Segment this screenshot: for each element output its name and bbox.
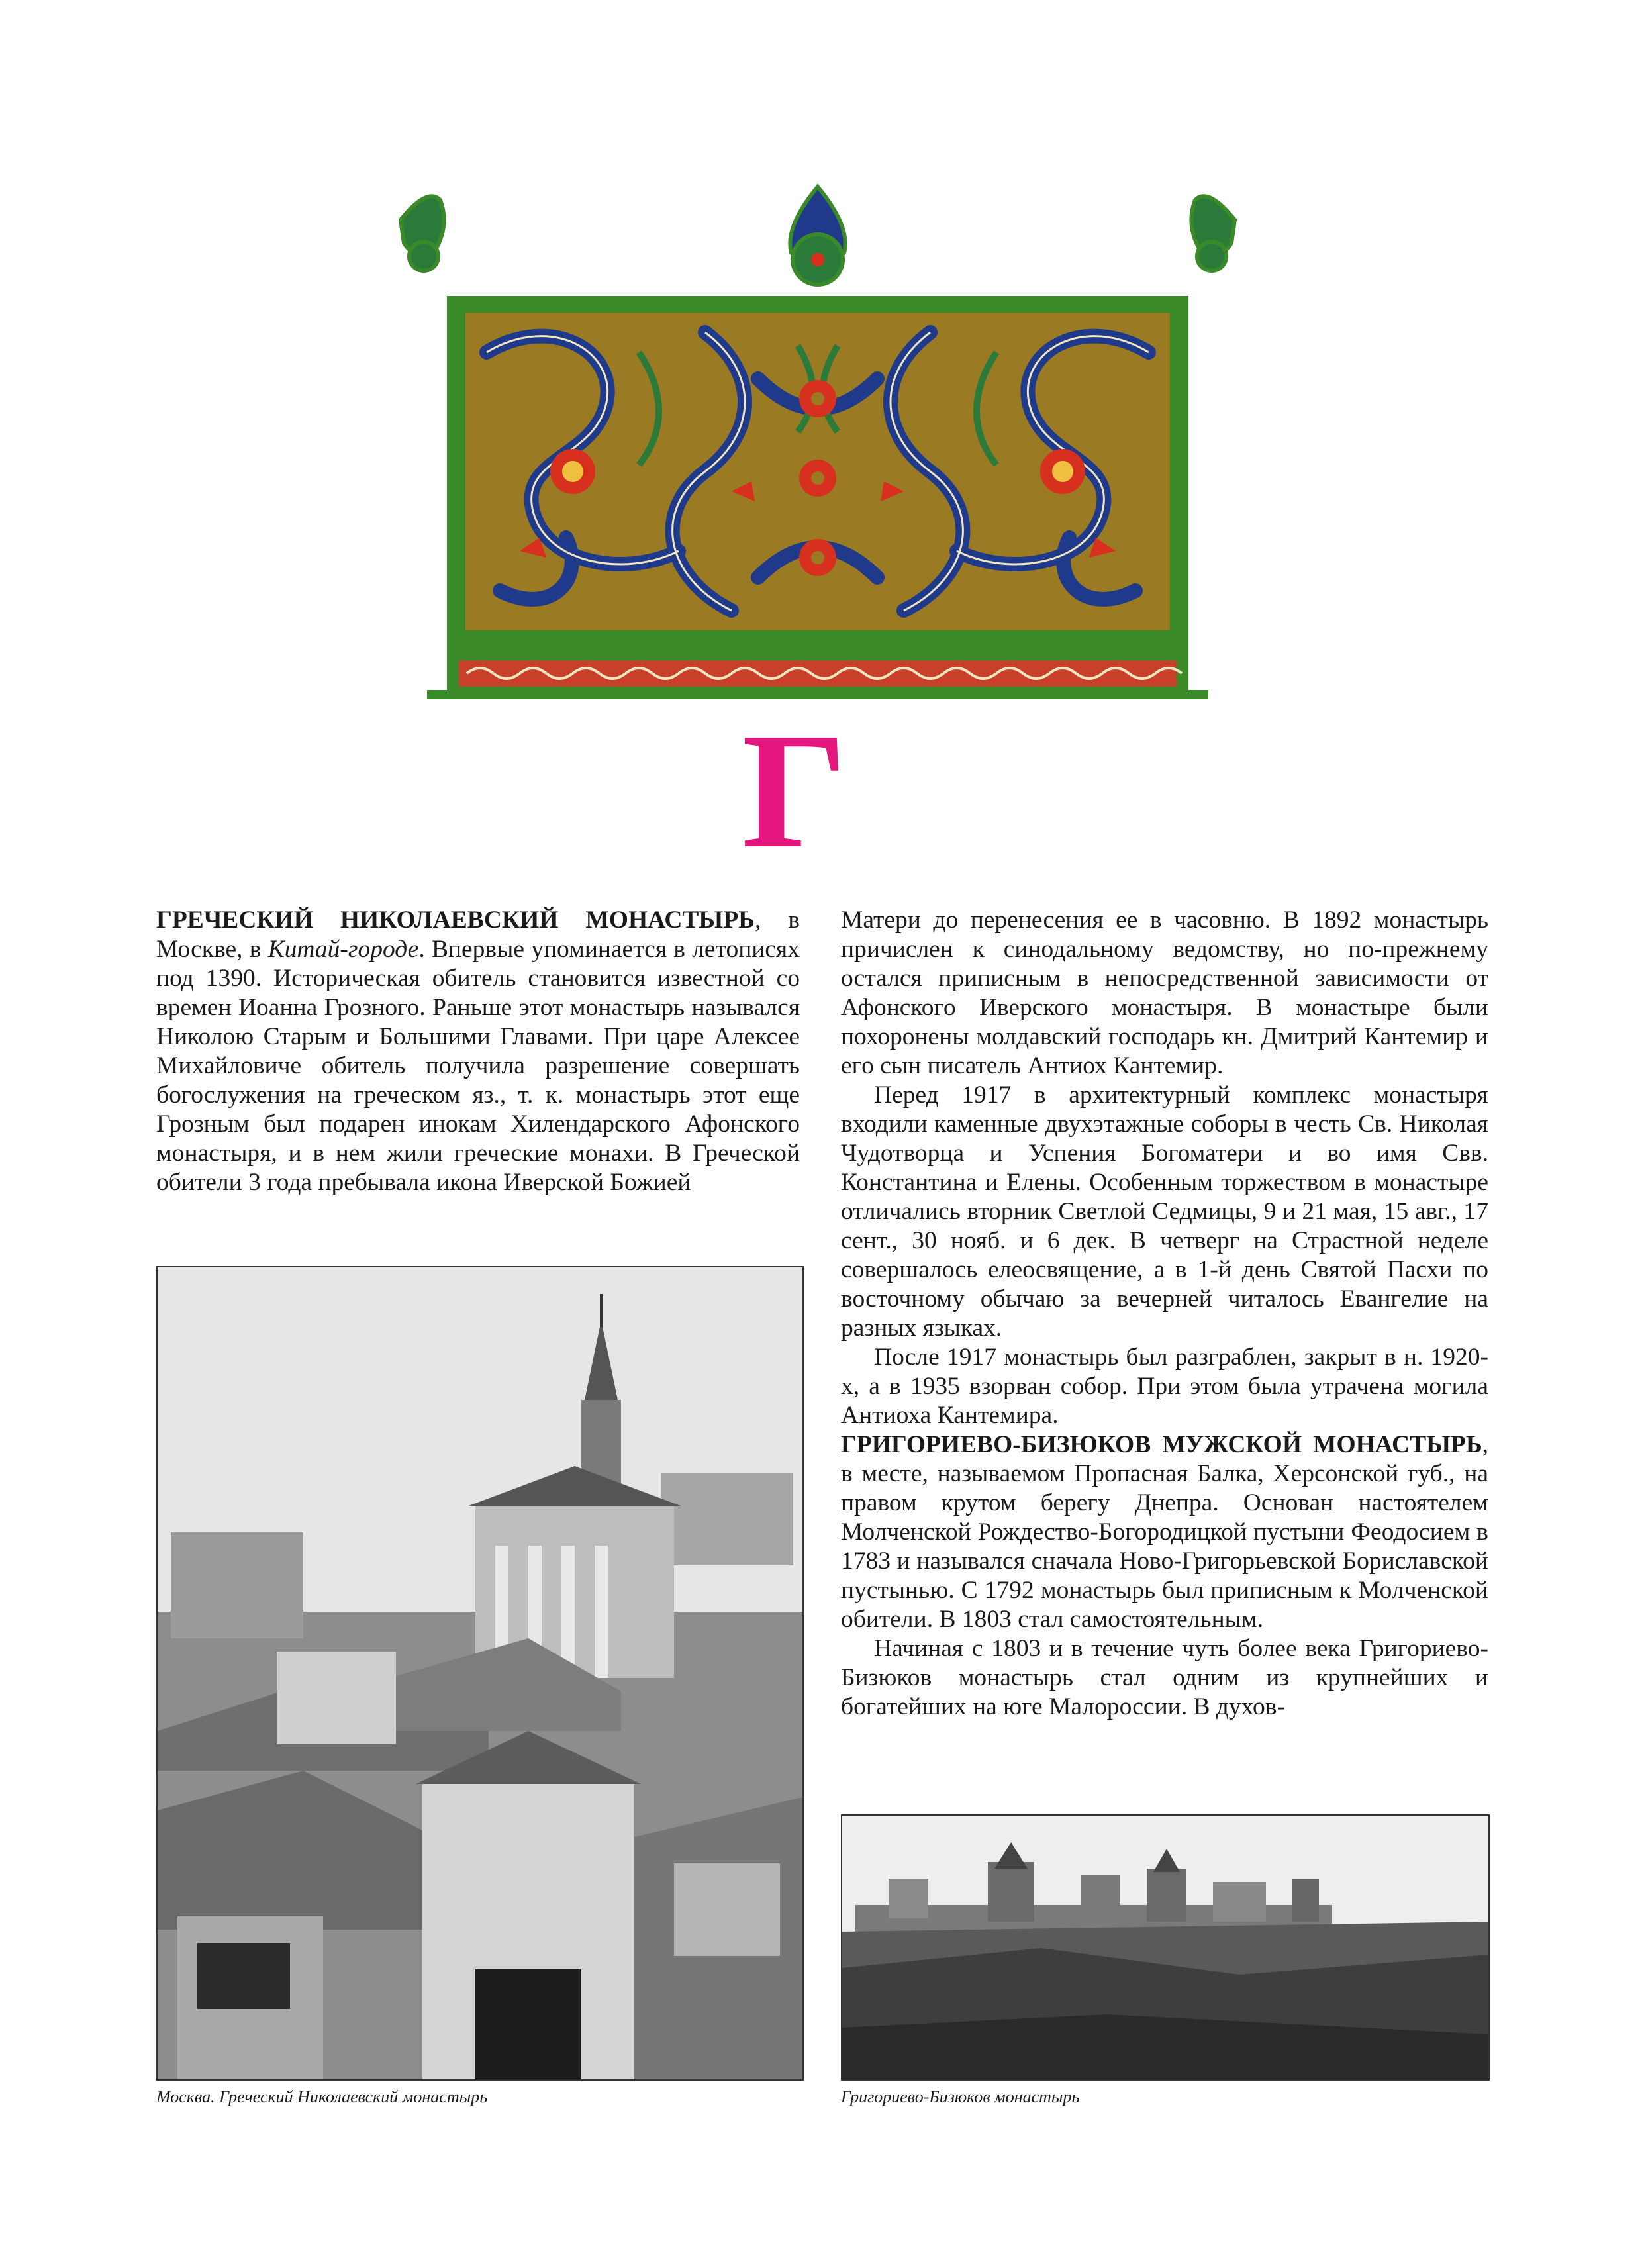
entry-greek-nikolaevsky xyxy=(156,906,800,1197)
paragraph: Начиная с 1803 и в течение чуть более века Григориево-Бизюков монастырь стал одним из крупнейших и богатейших на юге Малороссии. В духов- xyxy=(841,1635,1488,1720)
entry-italic-term: Китай-городе xyxy=(267,936,419,963)
caption-left-photo: Москва. Греческий Николаевский монастырь xyxy=(156,2087,488,2106)
right-text-column xyxy=(841,906,1488,1722)
photo-grigorievo-bizyukov-monastery xyxy=(841,1814,1490,2081)
paragraph: Перед 1917 в архитектурный комплекс монастыря входили каменные двухэтажные соборы в честь Св. Николая Чудотворца и Успения Богоматери и во имя Свв. Константина и Елены. Особенным торжеством в монастыре отличались вторник Светлой Седмицы, 9 и 21 мая, 15 авг., 17 сент., 30 нояб. и 6 дек. В четверг на Страстной неделе совершалось елеосвящение, а в 1-й день Святой Пасхи по восточному обычаю за вечерней читалось Евангелие на разных языках. xyxy=(841,1081,1488,1342)
ornament-finial-right xyxy=(1191,196,1235,271)
entry-text: . Впервые упоминается в летописях под 1390. Историческая обитель становится известной со времен Иоанна Грозного. Раньше этот монастырь назывался Николою Старым и Большими Главами. При царе Алексее Михайловиче обитель получила разрешение совершать богослужения на греческом яз., т. к. монастырь этот еще Грозным был подарен инокам Хилендарского Афонского монастыря, и в нем жили греческие монахи. В Греческой обители 3 года пребывала икона Иверской Божией xyxy=(156,936,800,1196)
ornament-finial-center xyxy=(790,187,845,285)
left-text-column xyxy=(156,906,800,1197)
section-letter: Г xyxy=(742,699,847,883)
entry-text: , в Москве, в xyxy=(156,907,800,963)
entry-headword: ГРИГОРИЕВО-БИЗЮКОВ МУЖСКОЙ МОНАСТЫРЬ xyxy=(841,1431,1482,1458)
entry-headword: ГРЕЧЕСКИЙ НИКОЛАЕВСКИЙ МОНАСТЫРЬ xyxy=(156,907,755,934)
entry-grigorievo-bizyukov xyxy=(841,1430,1488,1634)
paragraph: После 1917 монастырь был разграблен, закрыт в н. 1920-х, а в 1935 взорван собор. При этом была утрачена могила Антиоха Кантемира. xyxy=(841,1344,1488,1429)
caption-right-photo: Григориево-Бизюков монастырь xyxy=(841,2087,1080,2106)
photo-greek-nikolaevsky-monastery xyxy=(156,1266,804,2081)
ornament-finial-left xyxy=(401,196,444,271)
decorative-ornament-header xyxy=(387,180,1248,703)
paragraph: Матери до перенесения ее в часовню. В 1892 монастырь причислен к синодальному ведомству, но по-прежнему остался приписным в непосредственной зависимости от Афонского Иверского монастыря. В монастыре были похоронены молдавский господарь кн. Дмитрий Кантемир и его сын писатель Антиох Кантемир. xyxy=(841,907,1488,1079)
entry-text: , в месте, называемом Пропасная Балка, Херсонской губ., на правом крутом берегу Днепра. Основан настоятелем Молченской Рождество-Богородицкой пустыни Феодосием в 1783 и назывался сначала Ново-Григорьевской Бориславской пустынью. С 1792 монастырь был приписным к Молченской обители. В 1803 стал самостоятельным. xyxy=(841,1431,1488,1633)
